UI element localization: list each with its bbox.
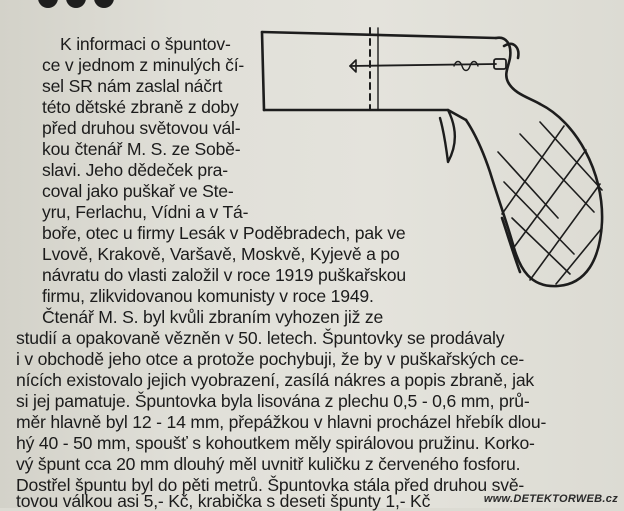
- article-line: studií a opakovaně vězněn v 50. letech. Špuntovky se prodávaly: [16, 328, 505, 348]
- article-line: Lvově, Krakově, Varšavě, Moskvě, Kyjevě a po: [42, 244, 400, 264]
- dot-icon: [66, 0, 86, 8]
- article-line: Čtenář M. S. byl kvůli zbraním vyhozen již ze: [42, 307, 384, 327]
- article-line: yru, Ferlachu, Vídni a v Tá-: [42, 202, 249, 222]
- dot-icon: [94, 0, 114, 8]
- article-line: tovou válkou asi 5,- Kč, krabička s deseti špunty 1,- Kč: [16, 491, 431, 511]
- article-line: ce v jednom z minulých čí-: [42, 55, 245, 75]
- article-line: vý špunt cca 20 mm dlouhý měl uvnitř kuličku z červeného fosforu.: [16, 454, 521, 474]
- article-line: coval jako puškař ve Ste-: [42, 181, 234, 201]
- article-line: slavi. Jeho dědeček pra-: [42, 160, 228, 180]
- article-line: hý 40 - 50 mm, spoušť s kohoutkem měly spirálovou pružinu. Korko-: [16, 433, 535, 453]
- article-line: návratu do vlasti založil v roce 1919 puškařskou: [42, 265, 406, 285]
- article-line: K informaci o špuntov-: [60, 34, 231, 54]
- article-line: před druhou světovou vál-: [42, 118, 241, 138]
- article-line: kou čtenář M. S. ze Sobě-: [42, 139, 241, 159]
- article-line: této dětské zbraně z doby: [42, 97, 239, 117]
- article-line: Dostřel špuntu byl do pěti metrů. Špuntovka stála před druhou svě-: [16, 475, 525, 495]
- article-line: firmu, zlikvidovanou komunisty v roce 1949.: [42, 286, 374, 306]
- article-line: nících existovalo jejich vyobrazení, zasílá nákres a popis zbraně, jak: [16, 370, 534, 390]
- article-line: sel SR nám zaslal náčrt: [42, 76, 223, 96]
- article-line: i v obchodě jeho otce a protože pochybuji, že by v puškařských ce-: [16, 349, 525, 369]
- article-line: měr hlavně byl 12 - 14 mm, přepážkou v hlavni procházel hřebík dlou-: [16, 412, 547, 432]
- dot-icon: [38, 0, 58, 8]
- watermark: www.DETEKTORWEB.cz: [483, 493, 618, 505]
- article-line: boře, otec u firmy Lesák v Poděbradech, pak ve: [42, 223, 406, 243]
- article-line: si jej pamatuje. Špuntovka byla lisována z plechu 0,5 - 0,6 mm, prů-: [16, 391, 530, 411]
